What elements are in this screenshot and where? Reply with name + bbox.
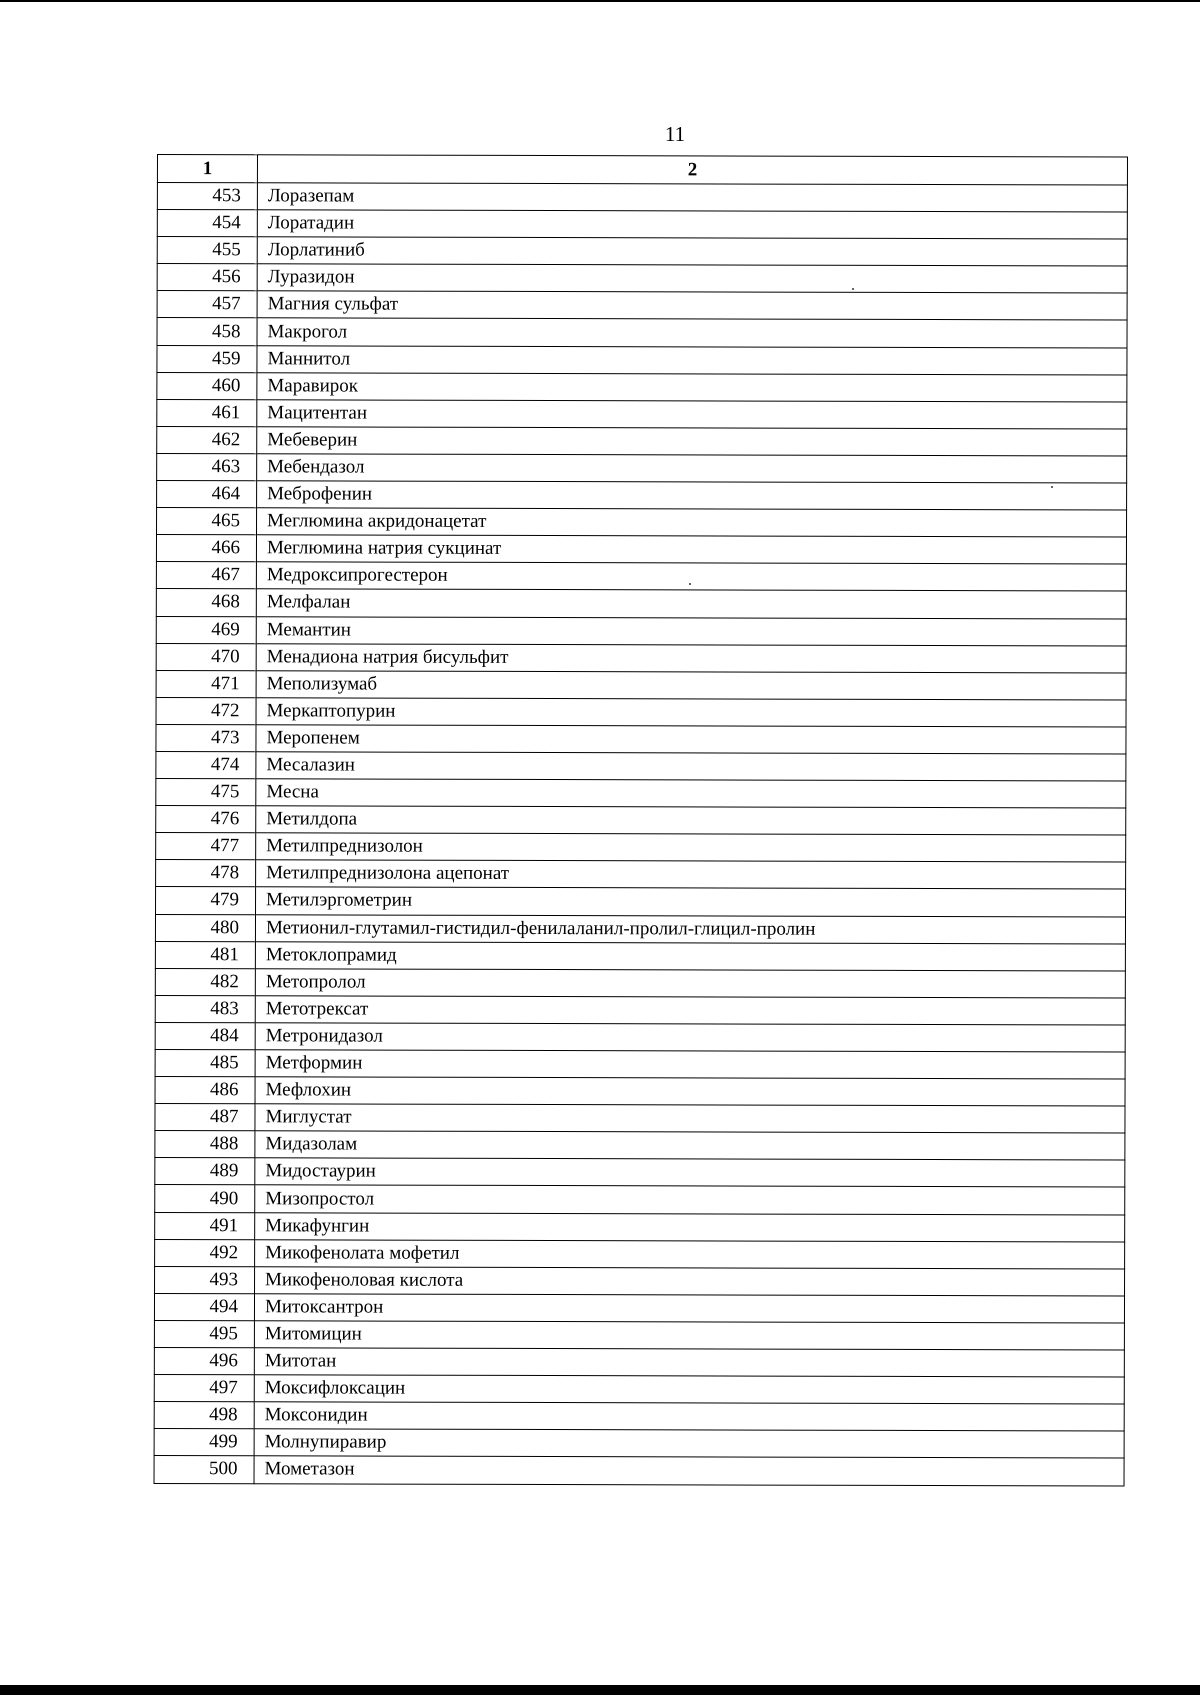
drug-name-cell: Микафунгин xyxy=(255,1212,1125,1241)
row-number-cell: 453 xyxy=(157,183,257,210)
drug-name-cell: Месна xyxy=(256,779,1126,808)
drug-name-cell: Метилдопа xyxy=(256,806,1126,835)
row-number-cell: 459 xyxy=(157,345,257,372)
drug-name-cell: Меглюмина акридонацетат xyxy=(257,508,1127,537)
drug-name-cell: Мацитентан xyxy=(257,400,1127,429)
table-row xyxy=(157,481,1127,511)
row-number-cell: 472 xyxy=(156,697,256,724)
table-row xyxy=(156,616,1126,646)
row-number-cell: 490 xyxy=(155,1185,255,1212)
row-number-cell: 482 xyxy=(155,968,255,995)
drug-name-cell: Меропенем xyxy=(256,725,1126,754)
row-number-cell: 481 xyxy=(155,941,255,968)
table-row xyxy=(156,589,1126,619)
table-row xyxy=(155,1049,1125,1079)
table-row xyxy=(154,1402,1124,1432)
row-number-cell: 495 xyxy=(154,1320,254,1347)
row-number-cell: 500 xyxy=(154,1456,254,1483)
table-row xyxy=(156,535,1126,565)
row-number-cell: 457 xyxy=(157,291,257,318)
drug-name-cell: Метотрексат xyxy=(255,996,1125,1025)
drug-name-cell: Мизопростол xyxy=(255,1185,1125,1214)
drug-name-cell: Макрогол xyxy=(257,318,1127,347)
page-number: 11 xyxy=(664,122,686,146)
table-row xyxy=(156,724,1126,754)
drug-name-cell: Метилэргометрин xyxy=(256,887,1126,916)
drug-name-cell: Моксонидин xyxy=(254,1402,1124,1431)
drug-name-cell: Меркаптопурин xyxy=(256,698,1126,727)
row-number-cell: 463 xyxy=(157,453,257,480)
table-row xyxy=(155,1185,1125,1215)
table-header-row xyxy=(157,155,1127,186)
scan-speck xyxy=(1051,486,1053,488)
row-number-cell: 494 xyxy=(154,1293,254,1320)
table-row xyxy=(155,914,1125,944)
drug-name-cell: Менадиона натрия бисульфит xyxy=(256,643,1126,672)
row-number-cell: 491 xyxy=(155,1212,255,1239)
drug-name-cell: Митоксантрон xyxy=(254,1294,1124,1323)
drug-name-cell: Метформин xyxy=(255,1050,1125,1079)
column-header-name: 2 xyxy=(257,155,1127,185)
drug-name-cell: Мидазолам xyxy=(255,1131,1125,1160)
drug-name-cell: Митомицин xyxy=(254,1321,1124,1350)
table-row xyxy=(156,562,1126,592)
drug-name-cell: Мидостаурин xyxy=(255,1158,1125,1187)
table-row xyxy=(157,453,1127,483)
table-row xyxy=(157,345,1127,375)
scan-edge-top xyxy=(0,0,1200,2)
table-row xyxy=(157,210,1127,240)
table-row xyxy=(154,1375,1124,1405)
scan-speck xyxy=(852,288,854,290)
drug-name-cell: Месалазин xyxy=(256,752,1126,781)
row-number-cell: 455 xyxy=(157,237,257,264)
drug-name-cell: Медроксипрогестерон xyxy=(256,562,1126,591)
drug-name-cell: Мемантин xyxy=(256,616,1126,645)
row-number-cell: 499 xyxy=(154,1429,254,1456)
row-number-cell: 458 xyxy=(157,318,257,345)
drug-name-cell: Митотан xyxy=(254,1348,1124,1377)
table-row xyxy=(157,264,1127,294)
table-row xyxy=(156,751,1126,781)
row-number-cell: 468 xyxy=(156,589,256,616)
row-number-cell: 464 xyxy=(157,481,257,508)
table-row xyxy=(157,183,1127,213)
scan-edge-bottom xyxy=(0,1685,1200,1695)
table-row xyxy=(157,372,1127,402)
row-number-cell: 492 xyxy=(155,1239,255,1266)
table-row xyxy=(156,670,1126,700)
table-row xyxy=(155,941,1125,971)
row-number-cell: 496 xyxy=(154,1348,254,1375)
row-number-cell: 498 xyxy=(154,1402,254,1429)
row-number-cell: 485 xyxy=(155,1049,255,1076)
drug-name-cell: Метронидазол xyxy=(255,1023,1125,1052)
drug-name-cell: Моксифлоксацин xyxy=(254,1375,1124,1404)
drug-name-cell: Мефлохин xyxy=(255,1077,1125,1106)
drug-name-cell: Микофеноловая кислота xyxy=(255,1267,1125,1296)
drug-name-cell: Лоратадин xyxy=(257,210,1127,239)
table-row xyxy=(156,697,1126,727)
table-row xyxy=(155,1212,1125,1242)
drug-name-cell: Молнупиравир xyxy=(254,1429,1124,1458)
table-row xyxy=(154,1293,1124,1323)
table-row xyxy=(155,968,1125,998)
row-number-cell: 478 xyxy=(156,860,256,887)
column-header-number: 1 xyxy=(157,155,257,183)
row-number-cell: 488 xyxy=(155,1131,255,1158)
drug-name-cell: Лорлатиниб xyxy=(257,237,1127,266)
row-number-cell: 476 xyxy=(156,806,256,833)
row-number-cell: 469 xyxy=(156,616,256,643)
table-row xyxy=(155,1104,1125,1134)
drug-name-cell: Маравирок xyxy=(257,372,1127,401)
drug-name-cell: Мометазон xyxy=(254,1456,1124,1485)
row-number-cell: 489 xyxy=(155,1158,255,1185)
drug-name-cell: Мебеверин xyxy=(257,427,1127,456)
row-number-cell: 466 xyxy=(156,535,256,562)
row-number-cell: 467 xyxy=(156,562,256,589)
drug-list-table xyxy=(154,154,1128,1486)
table-row xyxy=(156,833,1126,863)
drug-name-cell: Лоразепам xyxy=(257,183,1127,212)
drug-name-cell: Мелфалан xyxy=(256,589,1126,618)
row-number-cell: 483 xyxy=(155,995,255,1022)
row-number-cell: 479 xyxy=(156,887,256,914)
drug-name-cell: Маннитол xyxy=(257,345,1127,374)
table-row xyxy=(156,643,1126,673)
table-row xyxy=(155,1077,1125,1107)
row-number-cell: 497 xyxy=(154,1375,254,1402)
table-row xyxy=(156,779,1126,809)
table-row xyxy=(157,508,1127,538)
table-row xyxy=(155,1022,1125,1052)
table-row xyxy=(156,860,1126,890)
table-row xyxy=(155,995,1125,1025)
table-row xyxy=(154,1320,1124,1350)
row-number-cell: 477 xyxy=(156,833,256,860)
row-number-cell: 462 xyxy=(157,426,257,453)
table-row xyxy=(154,1429,1124,1459)
drug-name-cell: Мебендазол xyxy=(257,454,1127,483)
drug-name-cell: Магния сульфат xyxy=(257,291,1127,320)
table-row xyxy=(157,426,1127,456)
row-number-cell: 475 xyxy=(156,779,256,806)
table-row xyxy=(154,1348,1124,1378)
table-row xyxy=(155,1131,1125,1161)
drug-name-cell: Метоклопрамид xyxy=(255,941,1125,970)
scan-speck xyxy=(689,583,691,585)
row-number-cell: 484 xyxy=(155,1022,255,1049)
drug-name-cell: Метилпреднизолон xyxy=(256,833,1126,862)
drug-name-cell: Микофенолата мофетил xyxy=(255,1239,1125,1268)
table-row xyxy=(157,291,1127,321)
table-row xyxy=(157,318,1127,348)
drug-name-cell: Меполизумаб xyxy=(256,670,1126,699)
row-number-cell: 460 xyxy=(157,372,257,399)
table-row xyxy=(155,1239,1125,1269)
row-number-cell: 471 xyxy=(156,670,256,697)
table-row xyxy=(155,1158,1125,1188)
drug-name-cell: Метилпреднизолона ацепонат xyxy=(256,860,1126,889)
table-body xyxy=(154,183,1127,1486)
drug-name-cell: Меброфенин xyxy=(257,481,1127,510)
drug-name-cell: Миглустат xyxy=(255,1104,1125,1133)
row-number-cell: 486 xyxy=(155,1077,255,1104)
table-row xyxy=(156,806,1126,836)
row-number-cell: 474 xyxy=(156,751,256,778)
table-row xyxy=(155,1266,1125,1296)
row-number-cell: 454 xyxy=(157,210,257,237)
row-number-cell: 487 xyxy=(155,1104,255,1131)
drug-name-cell: Метионил-глутамил-гистидил-фенилаланил-пролил-глицил-пролин xyxy=(255,914,1125,943)
drug-name-cell: Меглюмина натрия сукцинат xyxy=(256,535,1126,564)
table-row xyxy=(157,399,1127,429)
row-number-cell: 493 xyxy=(155,1266,255,1293)
table-row xyxy=(156,887,1126,917)
table-header xyxy=(157,155,1127,186)
drug-name-cell: Луразидон xyxy=(257,264,1127,293)
row-number-cell: 461 xyxy=(157,399,257,426)
table-row xyxy=(154,1456,1124,1486)
row-number-cell: 480 xyxy=(155,914,255,941)
row-number-cell: 473 xyxy=(156,724,256,751)
row-number-cell: 456 xyxy=(157,264,257,291)
row-number-cell: 465 xyxy=(157,508,257,535)
table-row xyxy=(157,237,1127,267)
row-number-cell: 470 xyxy=(156,643,256,670)
drug-name-cell: Метопролол xyxy=(255,968,1125,997)
